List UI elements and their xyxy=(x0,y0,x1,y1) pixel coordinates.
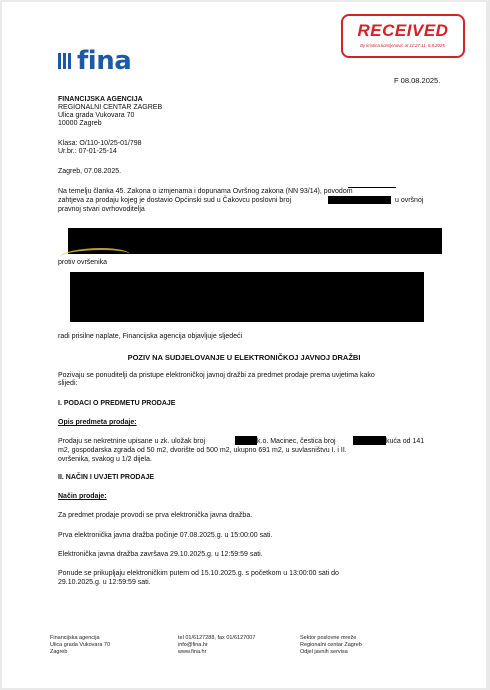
footer-contact-email[interactable]: info@fina.hr xyxy=(178,642,208,648)
sale-para-2: Prva elektronička javna dražba počinje 07.08.2025.g. u 15:00:00 sati. xyxy=(58,532,273,539)
footer-department-line: Regionalni centar Zagreb xyxy=(300,642,362,648)
radi-text: radi prisilne naplate, Financijska agencija objavljuje sljedeći xyxy=(58,333,243,340)
logo-wordmark: fina xyxy=(77,46,132,76)
place-date: Zagreb, 07.08.2025. xyxy=(58,168,122,175)
footer-department-line: Sektor poslovne mreže xyxy=(300,635,357,641)
received-stamp xyxy=(341,14,465,58)
redaction-case-number xyxy=(328,196,391,204)
sender-unit: REGIONALNI CENTAR ZAGREB xyxy=(58,104,163,111)
footer-department-line: Odjel javnih servisa xyxy=(300,649,348,655)
property-line-1a: Prodaju se nekretnine upisane u zk. uložak broj xyxy=(58,438,206,445)
sale-para-4b: 29.10.2025.g. u 12:59:59 sati. xyxy=(58,579,151,586)
poziv-line-1: Pozivaju se ponuditelji da pristupe elektroničkoj javnoj dražbi za predmet prodaje prema uvjetima kako xyxy=(58,372,375,379)
footer-address-line: Ulica grada Vukovara 70 xyxy=(50,642,111,648)
intro-line-2b: u ovršnoj xyxy=(395,197,424,204)
ref-klasa: Klasa: O/110-10/25-01/798 xyxy=(58,140,142,147)
sender-street: Ulica grada Vukovara 70 xyxy=(58,112,135,119)
document-page xyxy=(2,2,486,688)
fina-logo xyxy=(58,46,131,76)
section-2-heading: II. NAČIN I UVJETI PRODAJE xyxy=(58,474,155,481)
redaction-parcel-number xyxy=(353,436,386,445)
footer-contact xyxy=(178,635,255,656)
footer-address-line: Zagreb xyxy=(50,649,68,655)
section-1-heading: I. PODACI O PREDMETU PRODAJE xyxy=(58,400,176,407)
sale-para-3: Elektronička javna dražba završava 29.10.2025.g. u 12:59:59 sati. xyxy=(58,551,263,558)
redaction-land-register xyxy=(235,436,257,445)
sale-para-4a: Ponude se prikupljaju elektroničkim putem od 15.10.2025.g. s početkom u 13:00:00 sati do xyxy=(58,570,339,577)
intro-line-2a: zahtjeva za prodaju kojeg je dostavio Općinski sud u Čakovcu poslovni broj xyxy=(58,197,292,204)
logo-bars-icon xyxy=(58,53,71,69)
footer-department xyxy=(300,635,362,656)
property-line-3: ovršenika, svakog u 1/2 dijela. xyxy=(58,456,152,463)
sender-name: FINANCIJSKA AGENCIJA xyxy=(58,96,143,103)
footer-address-line: Financijska agencija xyxy=(50,635,100,641)
stamp-subtitle: By kristina.komljenovic at 11:27:11, 8.8.2025. xyxy=(360,43,446,48)
sender-city: 10000 Zagreb xyxy=(58,120,102,127)
footer-address xyxy=(50,635,110,656)
main-title: POZIV NA SUDJELOVANJE U ELEKTRONIČKOJ JAVNOJ DRAŽBI xyxy=(127,353,361,362)
property-line-1b: k.o. Macinec, čestica broj xyxy=(257,438,336,445)
section-1-subheading: Opis predmeta prodaje: xyxy=(58,419,137,426)
stamp-title: RECEIVED xyxy=(357,21,449,40)
property-line-1c: kuća od 141 xyxy=(386,438,425,445)
poziv-line-2: slijedi: xyxy=(58,380,78,387)
protiv-text: protiv ovršenika xyxy=(58,259,108,266)
intro-line-1: Na temelju članka 45. Zakona o izmjenama i dopunama Ovršnog zakona (NN 93/14), povodom xyxy=(58,188,353,195)
section-2-subheading: Način prodaje: xyxy=(58,493,107,500)
footer-contact-website[interactable]: www.fina.hr xyxy=(178,649,207,655)
strikethrough-mark xyxy=(348,187,396,193)
sale-para-1: Za predmet prodaje provodi se prva elektronička javna dražba. xyxy=(58,512,253,519)
footer-contact-phone: tel 01/6127288, fax 01/6127007 xyxy=(178,635,256,641)
header-date: F 08.08.2025. xyxy=(394,76,441,85)
ref-urbr: Ur.br.: 07-01-25-14 xyxy=(58,148,117,155)
intro-line-3: pravnoj stvari ovrhovoditelja xyxy=(58,206,145,213)
redaction-debtor xyxy=(70,272,424,322)
property-line-2: m2, gospodarska zgrada od 50 m2, dvorište od 500 m2, ukupno 691 m2, u suvlasništvu I. i II. xyxy=(58,447,347,454)
